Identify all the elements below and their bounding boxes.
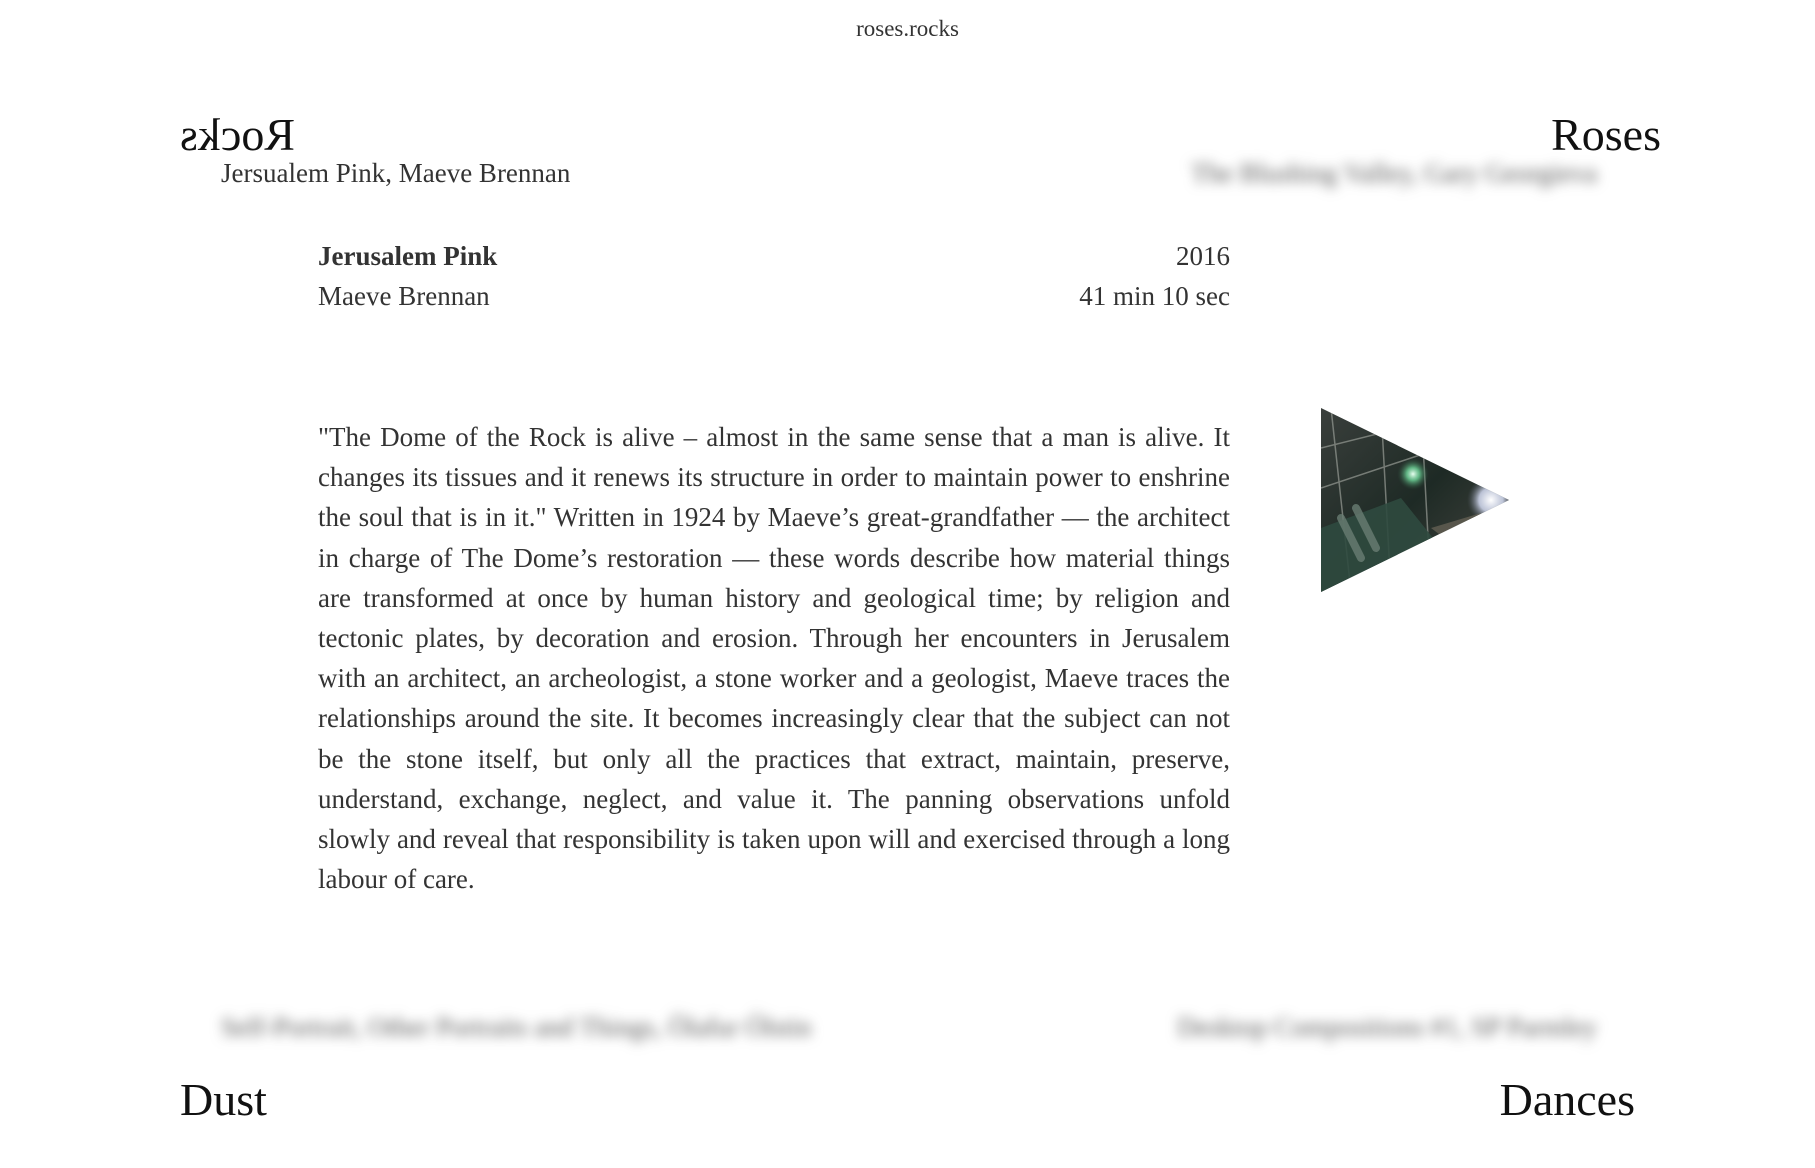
nav-dust[interactable]: Dust xyxy=(180,1074,267,1125)
film-duration: 41 min 10 sec xyxy=(1079,281,1230,311)
site-title[interactable]: roses.rocks xyxy=(856,16,959,41)
nav-rocks-subtitle[interactable]: Jersualem Pink, Maeve Brennan xyxy=(221,158,571,188)
film-title: Jerusalem Pink xyxy=(318,241,498,271)
nav-dust-subtitle[interactable]: Self-Portrait, Other Portraits and Things, Ölafur Ólstin xyxy=(221,1012,812,1042)
film-header xyxy=(318,236,1230,316)
nav-roses[interactable]: Roses xyxy=(1551,109,1661,160)
film-year: 2016 xyxy=(1176,241,1230,271)
nav-dances-subtitle[interactable]: Desktop Compositions #1, SP Parmley xyxy=(1177,1012,1597,1042)
film-director: Maeve Brennan xyxy=(318,281,490,311)
film-description: "The Dome of the Rock is alive – almost in the same sense that a man is alive. It changes its tissues and it renews its structure in order to maintain power to enshrine the soul that is in it." Written in 1924 by Maeve’s great-grandfather — the architect in charge of The Dome’s restoration — these words describe how material things are transformed at once by human history and geological time; by religion and tectonic plates, by decoration and erosion. Through her encounters in Jerusalem with an architect, an archeologist, a stone worker and a geologist, Maeve traces the relationships around the site. It becomes increasingly clear that the subject can not be the stone itself, but only all the practices that extract, maintain, preserve, understand, exchange, neglect, and value it. The panning observations unfold slowly and reveal that responsibility is taken upon will and exercised through a long labour of care. xyxy=(318,422,1230,895)
nav-rocks[interactable]: Rocks xyxy=(180,109,295,160)
film-header-row-1 xyxy=(318,236,1230,276)
film-header-row-2 xyxy=(318,276,1230,316)
nav-dances[interactable]: Dances xyxy=(1499,1074,1635,1125)
nav-roses-subtitle[interactable]: The Blushing Valley, Gary Georgieva xyxy=(1191,158,1597,188)
play-triangle-thumbnail-icon[interactable] xyxy=(1321,408,1509,592)
play-thumbnail-image xyxy=(1321,408,1509,592)
